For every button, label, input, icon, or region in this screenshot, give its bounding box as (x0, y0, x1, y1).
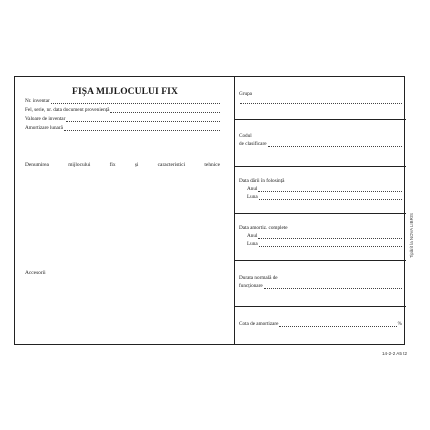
year-label: Anul (247, 186, 258, 192)
printer-credit: Tipărit la NOVA LIBRIS (409, 213, 414, 258)
amortization-month-line (247, 241, 402, 247)
dotted-line (258, 187, 402, 192)
commissioning-year-line (247, 186, 402, 192)
group-label: Grupa (239, 91, 252, 97)
group-line (239, 99, 402, 104)
monthly-amortization-field[interactable] (25, 125, 220, 131)
classification-line (239, 141, 402, 147)
commissioning-month-line (247, 194, 402, 200)
dotted-line (64, 126, 220, 131)
document-origin-field[interactable] (25, 107, 220, 113)
operation-label: funcționare (239, 283, 263, 289)
percent-sign: % (397, 321, 402, 327)
amortization-rate-cell[interactable] (235, 307, 406, 346)
full-amortization-date-label: Data amortiz. complete (239, 225, 288, 231)
commissioning-date-cell[interactable] (235, 167, 406, 214)
monthly-amortization-label: Amortizare lunară (25, 125, 63, 131)
amortization-rate-line (239, 321, 402, 327)
classification-label: de clasificare (239, 141, 267, 147)
dotted-line (279, 322, 396, 327)
normal-duration-label: Durata normală de (239, 275, 278, 281)
inventory-number-field[interactable] (25, 98, 220, 104)
inventory-value-label: Valoare de inventar (25, 116, 66, 122)
month-label: Luna (247, 194, 258, 200)
classification-code-cell[interactable] (235, 120, 406, 167)
description-heading: Denumirea mijlocului fix și caracteristici tehnice (25, 162, 220, 168)
right-panel (235, 77, 406, 344)
dotted-line (51, 99, 220, 104)
dotted-line (240, 99, 402, 104)
dotted-line (264, 284, 402, 289)
inventory-value-field[interactable] (25, 116, 220, 122)
group-cell[interactable] (235, 77, 406, 120)
amortization-rate-label: Cota de amortizare (239, 321, 279, 327)
document-origin-label: Fel, serie, nr. data document proveniență (25, 107, 110, 113)
dotted-line (259, 242, 402, 247)
dotted-line (268, 142, 402, 147)
dotted-line (110, 108, 220, 113)
form-code: 14-2-2 A5 t2 (381, 351, 407, 356)
inventory-number-label: Nr. inventar (25, 98, 50, 104)
year-label: Anul (247, 233, 258, 239)
month-label: Luna (247, 241, 258, 247)
full-amortization-date-cell[interactable] (235, 214, 406, 261)
dotted-line (259, 195, 402, 200)
dotted-line (66, 117, 220, 122)
operation-line (239, 283, 402, 289)
code-label: Codul (239, 133, 252, 139)
fixed-asset-form (14, 76, 405, 345)
left-panel (15, 77, 235, 344)
dotted-line (258, 234, 402, 239)
normal-duration-cell[interactable] (235, 261, 406, 307)
form-title: FIȘA MIJLOCULUI FIX (72, 87, 178, 97)
commissioning-date-label: Data dării în folosință (239, 178, 285, 184)
amortization-year-line (247, 233, 402, 239)
accessories-label: Accesorii (25, 270, 46, 276)
